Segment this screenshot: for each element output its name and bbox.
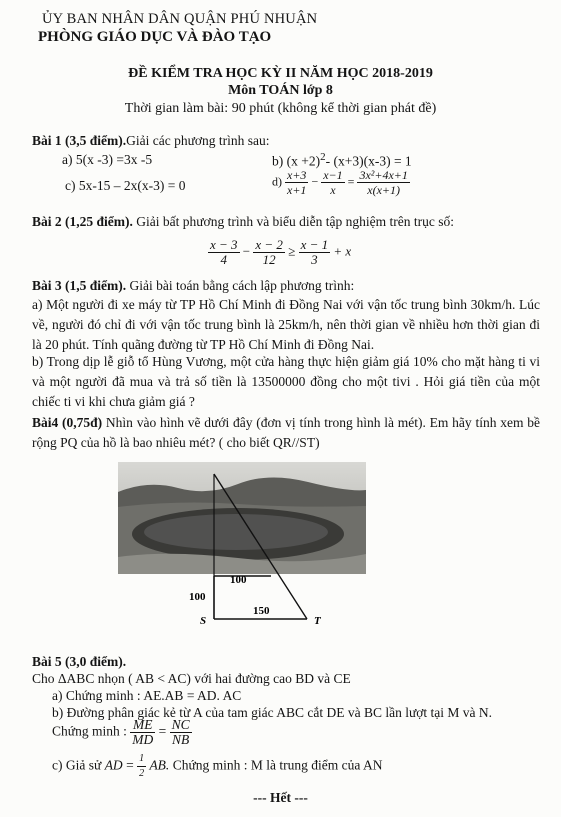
frac-num: x − 2 [255,237,283,252]
frac-num: 3x²+4x+1 [359,168,408,182]
bai5-a: a) Chứng minh : AE.AB = AD. AC [52,688,242,703]
agency-name: ỦY BAN NHÂN DÂN QUẬN PHÚ NHUẬN [42,11,318,27]
lake-surface [144,514,328,550]
bai1-d-label: d) [272,174,282,189]
bai5-c [52,752,383,781]
bai3-prompt: Giải bài toán bằng cách lập phương trình: [126,278,355,293]
bai2-frac2 [253,238,285,267]
bai5-c-ad: AD [104,757,123,773]
frac-den: x [330,183,336,197]
equals-sign: = [158,723,167,739]
frac-den: MD [132,732,154,747]
frac-num: ME [130,718,155,733]
frac-num: x+3 [287,168,307,182]
bai4-heading: Bài4 (0,75đ) [32,415,103,430]
bai4-body: Nhìn vào hình vẽ dưới đây (đơn vị tính trong hình là mét). Em hãy tính xem bề rộng PQ của hồ là bao nhiêu mét? ( cho biết QR//ST) [32,415,540,450]
label-S: S [200,615,207,626]
frac-num: NC [171,717,190,732]
bai2-heading: Bài 2 (1,25 điểm). [32,214,133,229]
bai2-frac3 [299,238,331,267]
bai1-d-frac2 [321,168,344,197]
bai1-b-post: - (x+3)(x-3) = 1 [325,153,412,169]
frac-num: x − 1 [300,237,329,252]
bai2-inequality [208,238,351,267]
minus-sign: − [242,243,251,259]
equals-sign: = [126,757,134,773]
bai5-c-half [137,752,146,781]
label-150: 150 [253,605,270,617]
bai4-text [32,413,540,453]
bai5-heading: Bài 5 (3,0 điểm). [32,654,127,669]
bai2-line [32,214,454,230]
bai1-c: c) 5x-15 – 2x(x-3) = 0 [65,178,186,193]
department-name: PHÒNG GIÁO DỤC VÀ ĐÀO TẠO [38,29,272,45]
bai1-b-exp: 2 [320,151,326,163]
frac-den: 2 [139,768,145,779]
bai1-b [272,151,412,170]
frac-den: 4 [220,252,228,267]
end-marker: --- Hết --- [253,790,308,805]
bai1-heading: Bài 1 (3,5 điểm). [32,133,127,148]
equals-sign: = [347,174,355,189]
bai3-line [32,278,354,294]
bai3-a: a) Một người đi xe máy từ TP Hồ Chí Minh đi Đồng Nai với vận tốc trung bình 30km/h. Lúc về, người đó chỉ đi với vận tốc trung bình là 25km/h, nên thời gian về nhiều hơn thời gian đi là 20 phút. Tính quãng đường từ TP Hồ Chí Minh đi Đồng Nai. [32,297,540,352]
bai5-c-post: Chứng minh : M là trung điểm của AN [169,757,383,773]
bai5-c-ab: AB. [149,757,170,773]
exam-time: Thời gian làm bài: 90 phút (không kể thời gian phát đề) [124,101,437,116]
bai2-tail: + x [333,243,352,259]
exam-title: ĐỀ KIỂM TRA HỌC KỲ II NĂM HỌC 2018-2019 [128,66,433,81]
bai1-b-pre: b) (x +2) [272,153,321,169]
bai1-d-frac3 [357,168,409,197]
bai5-b2 [52,718,192,747]
bai5-c-pre: c) Giả sử [52,757,102,773]
bai1-d-frac1 [285,168,308,197]
frac-den: x+1 [287,183,307,197]
frac-num: x−1 [323,168,343,182]
frac-den: x(x+1) [367,183,401,197]
label-100-left: 100 [189,591,206,603]
exam-subject: Môn TOÁN lớp 8 [228,83,333,98]
label-100-top: 100 [230,574,247,586]
frac-den: 3 [311,252,318,267]
geq-sign: ≥ [288,243,296,259]
bai1-prompt: Giải các phương trình sau: [126,133,270,148]
bai5-intro: Cho ΔABC nhọn ( AB < AC) với hai đường cao BD và CE [32,671,351,686]
bai5-frac-me-md [130,718,155,747]
frac-num: x − 3 [210,237,238,252]
frac-den: 12 [262,252,276,267]
bai3-heading: Bài 3 (1,5 điểm). [32,278,127,293]
bai5-b: b) Đường phân giác kẻ từ A của tam giác ABC cắt DE và BC lần lượt tại M và N. [52,705,493,720]
minus-sign: − [311,174,319,189]
bai1-a: a) 5(x -3) =3x -5 [62,152,153,167]
bai2-frac1 [208,238,240,267]
lake-figure [118,462,366,626]
bai5-b2-pre: Chứng minh : [52,723,127,739]
bai1-d [272,168,410,197]
frac-den: NB [171,732,190,747]
label-T: T [314,615,321,626]
bai3-b: b) Trong dịp lễ giỗ tổ Hùng Vương, một cửa hàng thực hiện giảm giá 10% cho mặt hàng ti vi và một người đã mua và trả số tiền là 13500000 đồng cho một tivi . Hỏi giá tiền của một chiếc ti vi khi chưa giảm giá ? [32,354,540,409]
bai1-line [32,133,270,149]
bai2-prompt: Giải bất phương trình và biểu diễn tập nghiệm trên trục số: [132,214,455,229]
bai5-frac-nc-nb [170,718,192,747]
frac-num: 1 [137,752,146,767]
